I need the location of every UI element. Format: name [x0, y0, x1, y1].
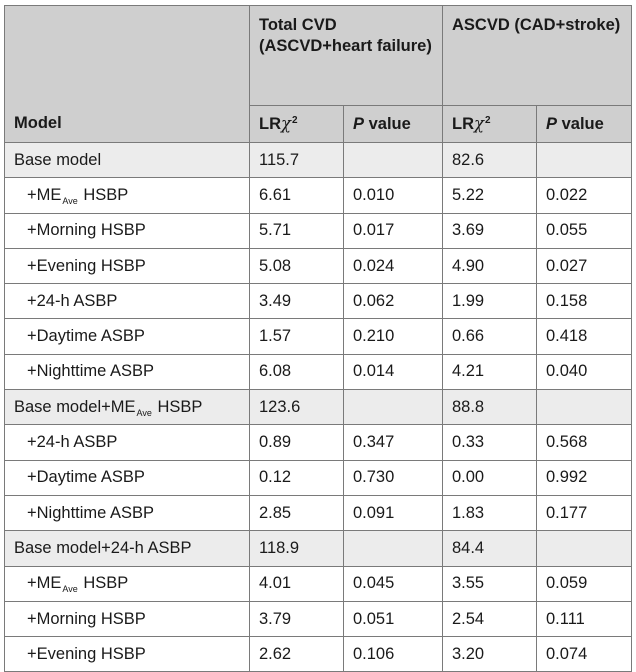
lr-chi2-cell: 6.08 — [250, 354, 344, 389]
table-row — [5, 248, 632, 283]
table-row — [5, 284, 632, 319]
p-value-cell: 0.158 — [537, 284, 632, 319]
model-cell: +Evening HSBP — [5, 248, 250, 283]
results-table — [4, 5, 632, 672]
model-label-sub: Ave — [62, 195, 78, 206]
table-row — [5, 601, 632, 636]
p-value-cell: 0.051 — [344, 601, 443, 636]
model-label-post: HSBP — [78, 574, 129, 593]
model-cell: +Morning HSBP — [5, 601, 250, 636]
lr-chi2-cell: 5.22 — [443, 178, 537, 213]
lr-chi2-cell: 123.6 — [250, 390, 344, 425]
p-value-cell: 0.347 — [344, 425, 443, 460]
lr-chi2-cell: 1.83 — [443, 495, 537, 530]
model-cell: +Nighttime ASBP — [5, 495, 250, 530]
lr-chi2-cell: 1.99 — [443, 284, 537, 319]
lr-chi2-cell: 0.33 — [443, 425, 537, 460]
model-cell: +Nighttime ASBP — [5, 354, 250, 389]
lr-chi2-cell: 3.20 — [443, 637, 537, 672]
table-row — [5, 637, 632, 672]
model-label-sub: Ave — [62, 584, 78, 595]
lr-chi2-header-ascvd: LRχ$^2$ — [443, 106, 537, 143]
model-cell: +Evening HSBP — [5, 637, 250, 672]
p-value-cell: 0.074 — [537, 637, 632, 672]
lr-chi2-cell: 2.54 — [443, 601, 537, 636]
p-value-cell — [537, 531, 632, 566]
total-cvd-header: Total CVD (ASCVD+heart failure) — [250, 6, 443, 106]
base-model-row — [5, 531, 632, 566]
p-value-cell: 0.022 — [537, 178, 632, 213]
p-value-header-ascvd: P value — [537, 106, 632, 143]
lr-chi2-cell: 84.4 — [443, 531, 537, 566]
model-cell: +24-h ASBP — [5, 284, 250, 319]
table-body — [5, 143, 632, 672]
p-value-cell — [537, 143, 632, 178]
p-value-cell: 0.106 — [344, 637, 443, 672]
lr-chi2-cell: 3.55 — [443, 566, 537, 601]
model-cell: +Daytime ASBP — [5, 460, 250, 495]
lr-chi2-cell: 2.62 — [250, 637, 344, 672]
p-value-cell: 0.010 — [344, 178, 443, 213]
p-value-cell: 0.024 — [344, 248, 443, 283]
base-model-row — [5, 143, 632, 178]
lr-chi2-cell: 1.57 — [250, 319, 344, 354]
table-row — [5, 213, 632, 248]
table-row — [5, 425, 632, 460]
lr-chi2-cell: 3.69 — [443, 213, 537, 248]
model-cell: Base model+24-h ASBP — [5, 531, 250, 566]
model-cell — [5, 390, 250, 425]
lr-chi2-cell: 4.90 — [443, 248, 537, 283]
base-model-row — [5, 390, 632, 425]
lr-chi2-cell: 82.6 — [443, 143, 537, 178]
ascvd-header: ASCVD (CAD+stroke) — [443, 6, 632, 106]
lr-chi2-cell: 2.85 — [250, 495, 344, 530]
lr-chi2-cell: 0.12 — [250, 460, 344, 495]
lr-chi2-cell: 6.61 — [250, 178, 344, 213]
p-value-cell: 0.992 — [537, 460, 632, 495]
p-value-cell — [344, 531, 443, 566]
p-value-cell: 0.568 — [537, 425, 632, 460]
table-row — [5, 460, 632, 495]
p-value-cell: 0.055 — [537, 213, 632, 248]
lr-chi2-cell: 0.00 — [443, 460, 537, 495]
p-value-cell: 0.091 — [344, 495, 443, 530]
model-cell: +Daytime ASBP — [5, 319, 250, 354]
lr-chi2-cell: 4.21 — [443, 354, 537, 389]
table-row — [5, 566, 632, 601]
p-value-cell: 0.040 — [537, 354, 632, 389]
table-row — [5, 495, 632, 530]
model-label-pre: +ME — [27, 574, 62, 593]
model-label-post: HSBP — [152, 397, 203, 416]
lr-chi2-cell: 4.01 — [250, 566, 344, 601]
lr-chi2-cell: 115.7 — [250, 143, 344, 178]
p-value-cell: 0.014 — [344, 354, 443, 389]
lr-chi2-cell: 0.89 — [250, 425, 344, 460]
lr-chi2-cell: 3.49 — [250, 284, 344, 319]
table-row — [5, 354, 632, 389]
p-value-cell: 0.418 — [537, 319, 632, 354]
p-value-cell: 0.062 — [344, 284, 443, 319]
p-value-cell: 0.059 — [537, 566, 632, 601]
p-value-cell — [344, 143, 443, 178]
p-value-cell: 0.730 — [344, 460, 443, 495]
model-label-sub: Ave — [136, 407, 152, 418]
p-value-cell — [344, 390, 443, 425]
p-value-header-total: P value — [344, 106, 443, 143]
model-cell: +Morning HSBP — [5, 213, 250, 248]
lr-chi2-cell: 3.79 — [250, 601, 344, 636]
header-row-groups — [5, 6, 632, 106]
p-value-cell: 0.027 — [537, 248, 632, 283]
table-row — [5, 319, 632, 354]
model-cell — [5, 566, 250, 601]
lr-chi2-cell: 5.71 — [250, 213, 344, 248]
lr-chi2-cell: 5.08 — [250, 248, 344, 283]
p-value-cell: 0.045 — [344, 566, 443, 601]
model-header: Model — [5, 6, 250, 143]
lr-chi2-cell: 0.66 — [443, 319, 537, 354]
p-value-cell: 0.177 — [537, 495, 632, 530]
p-value-cell: 0.017 — [344, 213, 443, 248]
model-label-pre: +ME — [27, 185, 62, 204]
model-label-post: HSBP — [78, 185, 129, 204]
p-value-cell — [537, 390, 632, 425]
lr-chi2-header-total: LRχ$^2$ — [250, 106, 344, 143]
model-cell: +24-h ASBP — [5, 425, 250, 460]
table-row — [5, 178, 632, 213]
model-label-pre: Base model+ME — [14, 397, 136, 416]
lr-chi2-cell: 118.9 — [250, 531, 344, 566]
lr-chi2-cell: 88.8 — [443, 390, 537, 425]
model-cell: Base model — [5, 143, 250, 178]
p-value-cell: 0.111 — [537, 601, 632, 636]
p-value-cell: 0.210 — [344, 319, 443, 354]
model-cell — [5, 178, 250, 213]
